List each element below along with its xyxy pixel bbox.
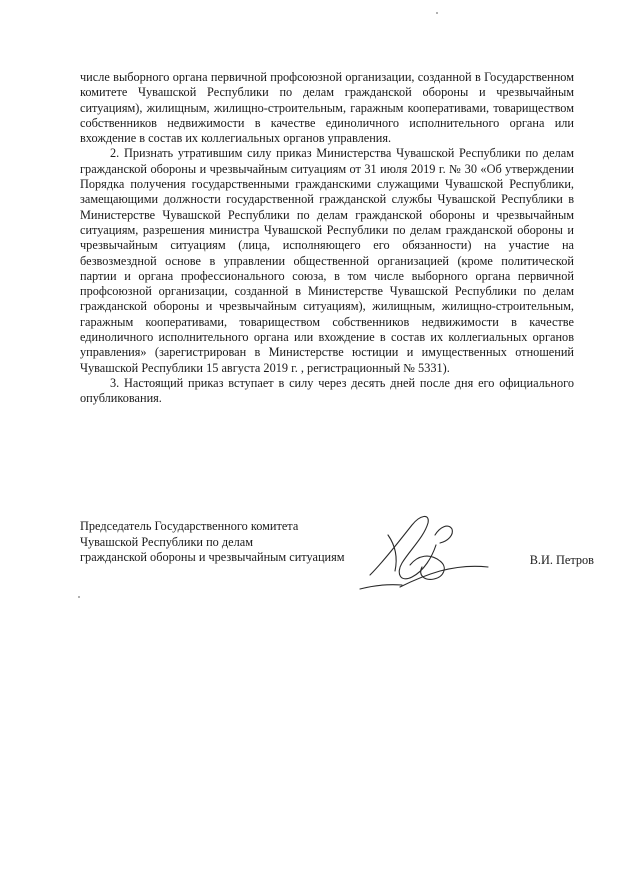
position-line-2: Чувашской Республики по делам	[80, 534, 253, 549]
document-body	[80, 70, 574, 407]
paragraph-3: 3. Настоящий приказ вступает в силу через десять дней после дня его официального опубликования.	[80, 375, 574, 406]
paragraph-2: 2. Признать утратившим силу приказ Министерства Чувашской Республики по делам гражданской обороны и чрезвычайным ситуациям от 31 июля 2019 г. № 30 «Об утверждении Порядка получения государственными гражданскими служащими Чувашской Республики, замещающими должности государственной гражданской службы Чувашской Республики в Министерстве Чувашской Республики по делам гражданской обороны и чрезвычайным ситуациям, разрешения министра Чувашской Республики по делам гражданской обороны и чрезвычайным ситуациям (лица, исполняющего его обязанности) на участие на безвозмездной основе в управлении общественной организацией (кроме политической партии и органа профессионального союза, в том числе выборного органа первичной профсоюзной организации, созданной в Министерстве Чувашской Республики по делам гражданской обороны и чрезвычайным ситуациям), жилищным, жилищно-строительным, гаражным кооперативами, товариществом собственников недвижимости в качестве единоличного исполнительного органа или вхождение в состав их коллегиальных органов управления» (зарегистрирован в Министерстве юстиции и имущественных отношений Чувашской Республики 15 августа 2019 г. , регистрационный № 5331).	[80, 146, 574, 375]
position-line-1: Председатель Государственного комитета	[80, 519, 299, 533]
handwritten-signature-icon	[340, 505, 490, 600]
position-line-3: гражданской обороны и чрезвычайным ситуациям	[80, 550, 345, 564]
scan-artifact	[436, 12, 438, 14]
signer-name: В.И. Петров	[529, 553, 594, 567]
signature-position	[80, 519, 574, 566]
scan-artifact	[78, 596, 80, 598]
paragraph-continuation: числе выборного органа первичной профсоюзной организации, созданной в Государственном комитете Чувашской Республики по делам гражданской обороны и чрезвычайным ситуациям), жилищным, жилищно-строительным, гаражным кооперативами, товариществом собственников недвижимости в качестве единоличного исполнительного органа или вхождение в состав их коллегиальных органов управления.	[80, 70, 574, 146]
